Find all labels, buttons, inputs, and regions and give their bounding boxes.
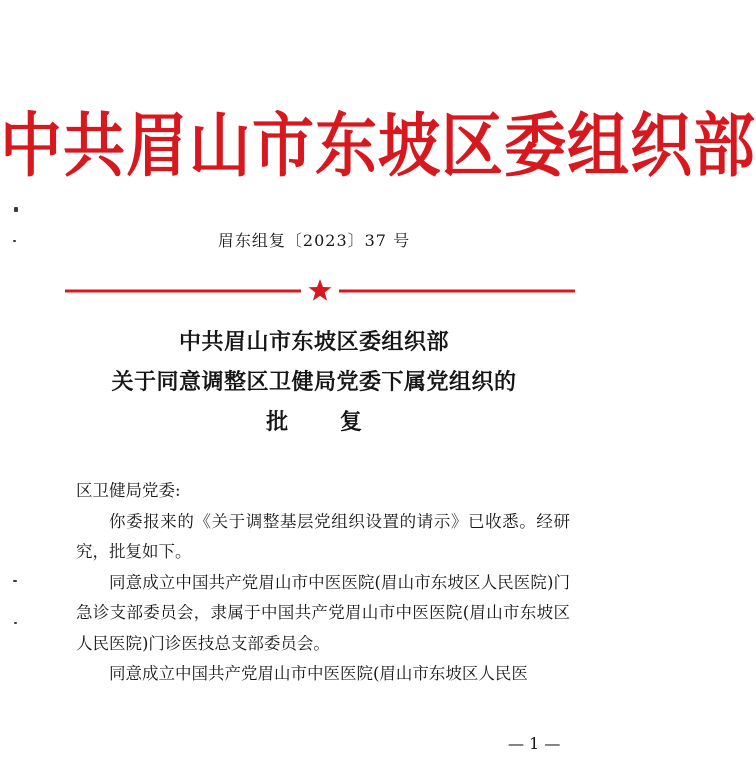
document-title: [0, 322, 628, 442]
scan-speck: [14, 622, 17, 624]
document-body: [76, 476, 570, 690]
page-number: — 1 —: [508, 734, 561, 753]
scan-speck: [14, 207, 18, 212]
document-number: 眉东组复〔2023〕37 号: [217, 231, 411, 250]
body-paragraph: 同意成立中国共产党眉山市中医医院(眉山市东坡区人民医: [109, 664, 528, 683]
star-icon: [309, 279, 332, 301]
title-line-type: 批 复: [266, 409, 384, 435]
title-line-subject: 关于同意调整区卫健局党委下属党组织的: [111, 369, 517, 395]
body-paragraph: 你委报来的《关于调整基层党组织设置的请示》已收悉。经研究，批复如下。: [76, 511, 570, 561]
rule-right: [339, 290, 575, 293]
rule-left: [65, 290, 301, 293]
red-separator-rule: [0, 279, 628, 303]
issuer-masthead: 中共眉山市东坡区委组织部: [0, 104, 756, 187]
title-line-issuer: 中共眉山市东坡区委组织部: [178, 329, 449, 355]
body-paragraph: 同意成立中国共产党眉山市中医医院(眉山市东坡区人民医院)门急诊支部委员会，隶属于中国共产党眉山市中医医院(眉山市东坡区人民医院)门诊医技总支部委员会。: [76, 572, 570, 653]
scan-speck: [13, 580, 17, 582]
salutation: 区卫健局党委:: [76, 481, 181, 500]
